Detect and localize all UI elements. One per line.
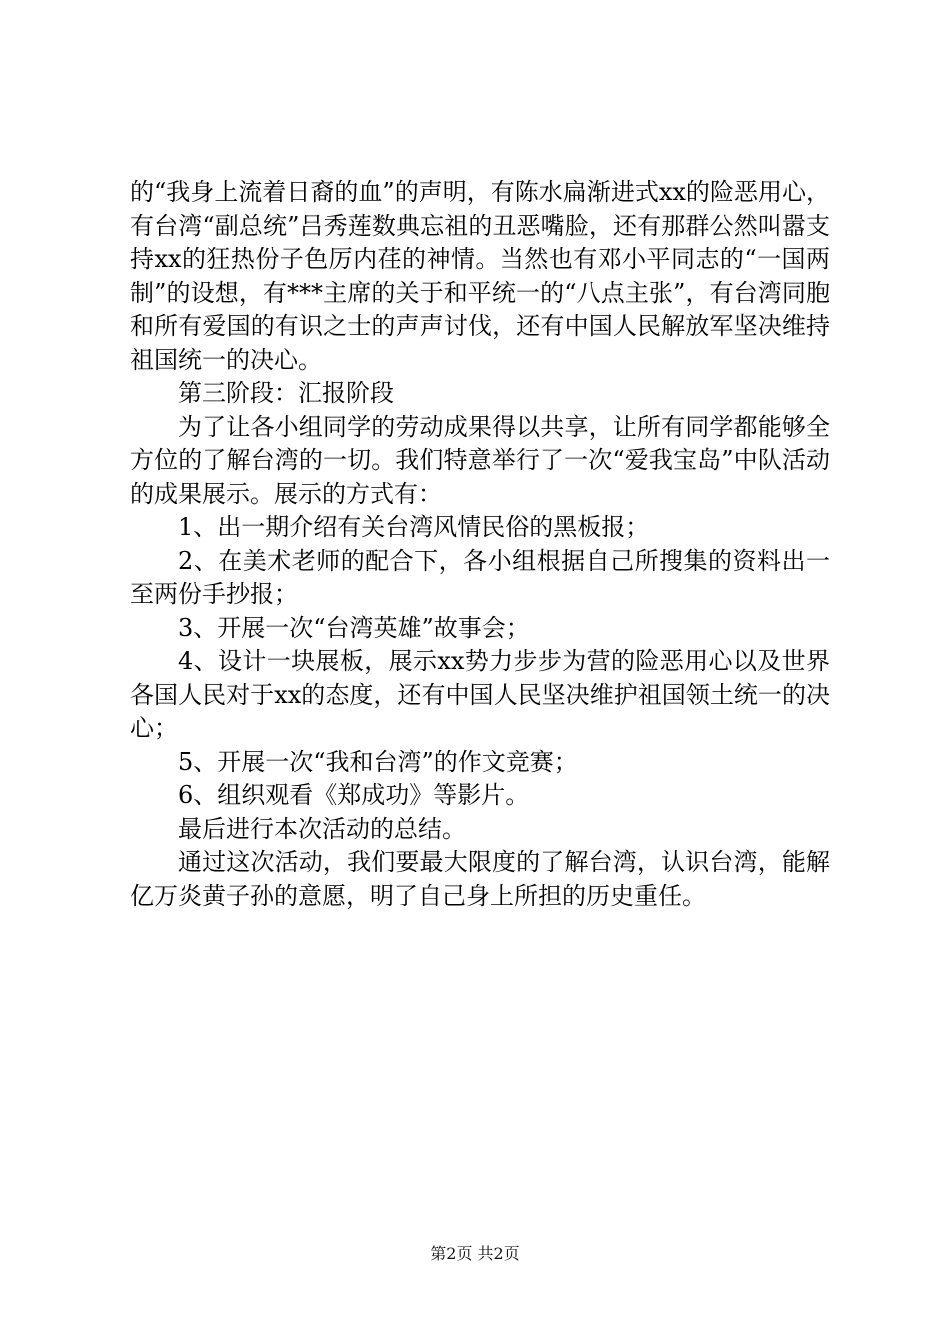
document-body <box>130 176 830 913</box>
list-item-4: 4、设计一块展板，展示xx势力步步为营的险恶用心以及世界各国人民对于xx的态度，还有中国人民坚决维护祖国领土统一的决心； <box>130 647 830 742</box>
list-item-5: 5、开展一次“我和台湾”的作文竞赛； <box>178 747 578 776</box>
list-item-3: 3、开展一次“台湾英雄”故事会； <box>178 613 530 642</box>
list-item-6: 6、组织观看《郑成功》等影片。 <box>178 781 530 809</box>
list-item-1: 1、出一期介绍有关台湾风情民俗的黑板报； <box>178 513 650 541</box>
list-item-2: 2、在美术老师的配合下，各小组根据自己所搜集的资料出一至两份手抄报； <box>130 546 830 608</box>
page-number-footer: 第2页 共2页 <box>430 1244 520 1263</box>
paragraph-intro-showcase: 为了让各小组同学的劳动成果得以共享，让所有同学都能够全方位的了解台湾的一切。我们特意举行了一次“爱我宝岛”中队活动的成果展示。展示的方式有： <box>130 412 830 508</box>
paragraph-conclusion: 通过这次活动，我们要最大限度的了解台湾，认识台湾，能解亿万炎黄子孙的意愿，明了自己身上所担的历史重任。 <box>130 848 830 910</box>
paragraph-summary: 最后进行本次活动的总结。 <box>178 814 466 843</box>
paragraph-continuation: 的“我身上流着日裔的血”的声明，有陈水扁渐进式xx的险恶用心，有台湾“副总统”吕秀莲数典忘祖的丑恶嘴脸，还有那群公然叫嚣支持xx的狂热份子色厉内荏的神情。当然也有邓小平同志的“一国两制”的设想，有***主席的关于和平统一的“八点主张”，有台湾同胞和所有爱国的有识之士的声声讨伐，还有中国人民解放军坚决维持祖国统一的决心。 <box>130 178 830 374</box>
section-heading-stage-three: 第三阶段：汇报阶段 <box>178 379 394 407</box>
